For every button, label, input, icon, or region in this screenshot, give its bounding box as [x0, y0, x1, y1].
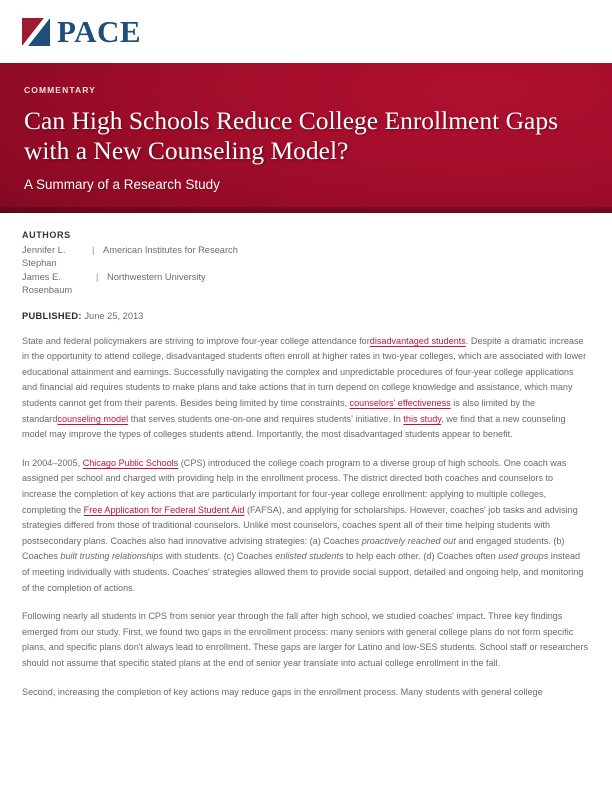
body-text: Second, increasing the completion of key actions may reduce gaps in the enrollment process. Many students with general college [22, 686, 543, 697]
logo-wordmark: PACE [57, 14, 142, 49]
paragraph [22, 456, 590, 596]
article-body [0, 321, 612, 700]
author-affiliation: American Institutes for Research [103, 245, 238, 255]
emphasis-text: built trusting relationships [60, 551, 164, 562]
author-separator: | [96, 271, 99, 282]
body-link[interactable]: Free Application for Federal Student Aid [83, 504, 245, 515]
body-link[interactable]: counseling model [57, 413, 129, 424]
emphasis-text: proactively reached out [361, 535, 456, 546]
authors-label: AUTHORS [22, 230, 71, 240]
author-name: Jennifer L. Stephan [22, 245, 66, 269]
emphasis-text: enlisted students [275, 551, 344, 562]
published-label: PUBLISHED: [22, 310, 82, 321]
content-type-eyebrow: COMMENTARY [24, 85, 96, 95]
paragraph [22, 685, 590, 701]
body-text: State and federal policymakers are striving to improve four-year college attendance for [22, 335, 370, 346]
page-title: Can High Schools Reduce College Enrollment Gaps with a New Counseling Model? [24, 106, 558, 165]
body-text: with students. (c) Coaches [163, 551, 276, 562]
body-text: , we find that a new counseling model may improve the types of colleges students attend. Importantly, the most disadvantaged students appear to benefit. [22, 413, 566, 440]
body-link[interactable]: disadvantaged students [369, 335, 466, 346]
body-text: instead of meeting individually with students. Coaches' strategies allowed them to provide social support, detailed and ongoing help, and monitoring of the completion of actions. [22, 551, 584, 593]
body-link[interactable]: counselors' effectiveness [349, 398, 451, 408]
body-text: that serves students one-on-one and requires students' initiative. In [128, 413, 404, 424]
emphasis-text: used groups [498, 551, 549, 562]
pace-diagonal-square-icon [22, 18, 50, 46]
body-text: . Despite a dramatic increase in the opportunity to attend college, disadvantaged students often enroll at higher rates in two-year colleges, which are associated with lower educational attainment and earnings. Successfully navigating the complex and unpredictable procedures of four-year college applications and financial aid requires students to make plans and take actions that in turn depend on college knowledge and assistance, which many students cannot get from their parents. Besides being limited by time constraints, [22, 335, 587, 408]
paragraph [22, 334, 590, 443]
body-text: is also limited by the standard [22, 398, 536, 424]
logo-bar [0, 0, 612, 63]
meta-section [0, 213, 612, 321]
body-link[interactable]: this study [403, 413, 442, 424]
body-text: (FAFSA), and applying for scholarships. However, coaches' job tasks and advising strategies differed from those of traditional counselors. Unlike most counselors, coaches spent all of their time helping students with postsecondary plans. Coaches also had innovative advising strategies: (a) Coaches [22, 504, 578, 546]
paragraph [22, 609, 590, 671]
pace-logo[interactable] [22, 14, 142, 49]
body-text: Following nearly all students in CPS from senior year through the fall after high school, we studied coaches' impact. Three key findings emerged from our study. First, we found two gaps in the enrollment process: many seniors with general college plans do not form specific plans, and specific plans don't always lead to enrollment. These gaps are larger for Latino and low-SES students. School staff or researchers should not assume that specific stated plans at the end of senior year translate into actual college enrollment in the fall. [22, 611, 589, 668]
body-text: (CPS) introduced the college coach program to a diverse group of high schools. One coach was assigned per school and charged with providing help in the enrollment process. The district directed both coaches and counselors to increase the completion of key actions that are particularly important for four-year college enrollment: applying to multiple colleges, completing the [22, 457, 567, 515]
author-separator: | [92, 245, 95, 255]
body-text: and engaged students. (b) Coaches [22, 535, 565, 562]
author-entry [22, 244, 590, 271]
published-date: June 25, 2013 [81, 310, 144, 321]
body-text: In 2004–2005, [22, 457, 83, 468]
published-line [22, 311, 590, 321]
hero-banner [0, 63, 612, 213]
author-name: James E. Rosenbaum [22, 271, 73, 296]
body-link[interactable]: Chicago Public Schools [82, 457, 179, 468]
author-affiliation: Northwestern University [107, 271, 206, 282]
author-entry [22, 271, 590, 298]
page-subtitle: A Summary of a Research Study [24, 177, 220, 192]
body-text: to help each other. (d) Coaches often [343, 551, 499, 562]
